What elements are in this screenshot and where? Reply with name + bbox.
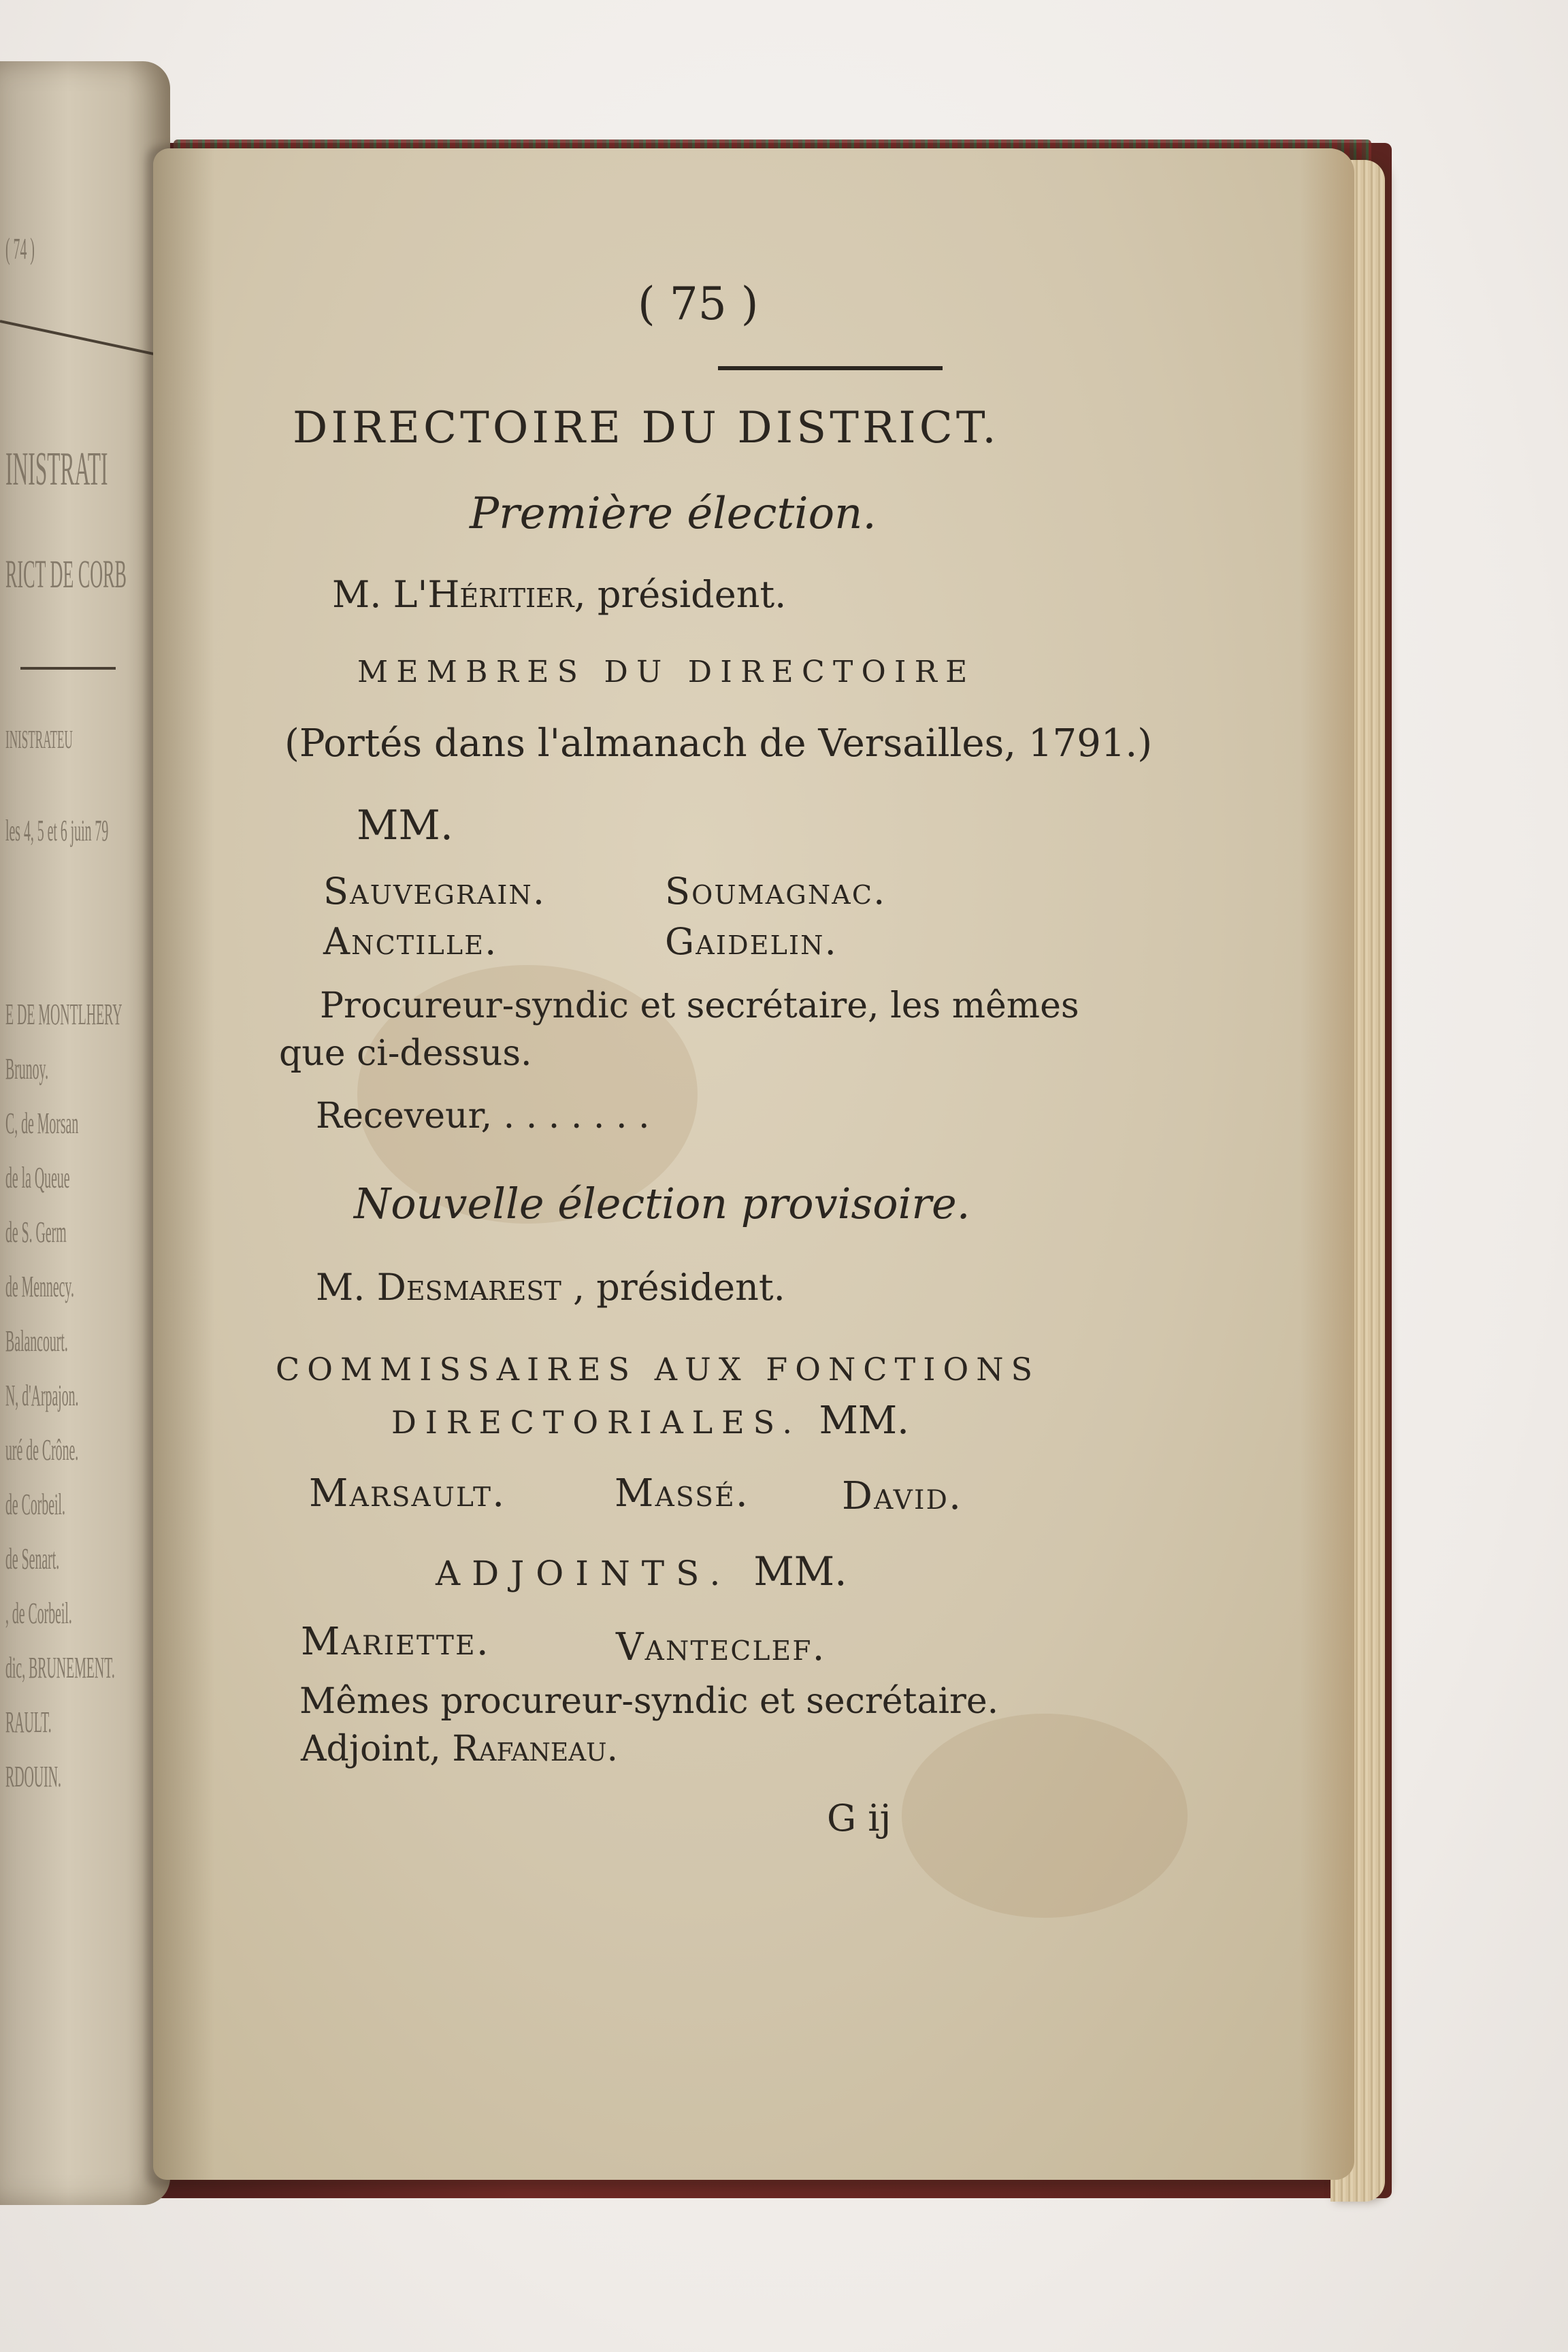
left-page-line: INISTRATI	[5, 443, 108, 495]
left-page	[0, 61, 170, 2205]
left-page-line: Brunoy.	[5, 1052, 49, 1085]
adjoint-name: Mariette.	[301, 1620, 490, 1664]
left-page-line: de la Queue	[5, 1161, 70, 1194]
left-page-line: , de Corbeil.	[5, 1597, 72, 1630]
left-page-line: uré de Crône.	[5, 1433, 79, 1467]
left-page-line: de Corbeil.	[5, 1488, 65, 1521]
member-name: Sauvegrain.	[323, 870, 546, 913]
adjoints-label: ADJOINTS.	[436, 1554, 732, 1593]
left-page-line: RICT DE CORB	[5, 552, 127, 596]
adjoint-name-final: Rafaneau.	[452, 1729, 619, 1769]
left-page-line: de Mennecy.	[5, 1270, 74, 1303]
page-title: DIRECTOIRE DU DISTRICT.	[293, 403, 1000, 453]
source-note: (Portés dans l'almanach de Versailles, 1791.)	[284, 721, 1153, 766]
left-page-number: ( 74 )	[5, 232, 35, 265]
president-name: L'Héritier	[393, 573, 574, 616]
adjoint-prefix: Adjoint,	[301, 1729, 453, 1769]
left-page-rule	[0, 320, 160, 357]
page-number: ( 75 )	[638, 278, 759, 330]
procureur-line: Procureur-syndic et secrétaire, les mêmes	[320, 985, 1079, 1026]
left-page-line: RAULT.	[5, 1705, 52, 1739]
paper-stain	[902, 1714, 1188, 1918]
procureur-line: que ci-dessus.	[279, 1033, 532, 1074]
left-page-rule	[20, 667, 116, 670]
left-page-line: INISTRATEU	[5, 725, 73, 754]
receveur-line: Receveur, . . . . . . .	[316, 1096, 650, 1137]
commissaires-heading: COMMISSAIRES AUX FONCTIONS	[276, 1351, 1041, 1388]
left-page-line: E DE MONTLHERY	[5, 998, 122, 1031]
commissaire-name: Marsault.	[309, 1471, 506, 1516]
left-page-line: C, de Morsan	[5, 1107, 79, 1140]
mm-label: MM.	[819, 1399, 909, 1443]
members-heading: MEMBRES DU DIRECTOIRE	[357, 655, 976, 689]
left-page-line: de S. Germ	[5, 1215, 67, 1249]
president-role: , président.	[561, 1266, 785, 1309]
left-page-line: de Senart.	[5, 1542, 60, 1575]
new-election-heading: Nouvelle élection provisoire.	[354, 1179, 970, 1228]
signature-mark: G ij	[827, 1797, 892, 1840]
left-page-line: Balancourt.	[5, 1324, 68, 1358]
first-election-heading: Première élection.	[470, 489, 877, 539]
left-page-line: les 4, 5 et 6 juin 79	[5, 814, 109, 847]
member-name: Gaidelin.	[665, 920, 838, 963]
left-page-line: dic, BRUNEMENT.	[5, 1651, 115, 1684]
president-prefix: M.	[316, 1266, 365, 1309]
memes-line: Mêmes procureur-syndic et secrétaire.	[299, 1681, 999, 1722]
header-rule	[718, 366, 943, 370]
member-name: Anctille.	[323, 920, 498, 963]
commissaires-label: DIRECTORIALES.	[391, 1404, 801, 1441]
mm-label: MM.	[357, 802, 453, 849]
commissaire-name: David.	[842, 1474, 963, 1518]
president-prefix: M.	[332, 573, 382, 616]
president-role: , président.	[574, 573, 787, 616]
adjoint-name: Vanteclef.	[616, 1625, 826, 1669]
left-page-line: RDOUIN.	[5, 1760, 61, 1793]
commissaires-heading-line2	[391, 1399, 909, 1443]
adjoint-line	[301, 1729, 618, 1769]
new-president-line	[316, 1266, 785, 1309]
first-president-line	[332, 573, 786, 616]
commissaire-name: Massé.	[615, 1471, 749, 1516]
adjoints-heading-line	[436, 1548, 847, 1595]
mm-label: MM.	[753, 1548, 847, 1595]
member-name: Soumagnac.	[665, 870, 887, 913]
left-page-line: N, d'Arpajon.	[5, 1379, 79, 1412]
president-name: Desmarest	[376, 1266, 561, 1309]
